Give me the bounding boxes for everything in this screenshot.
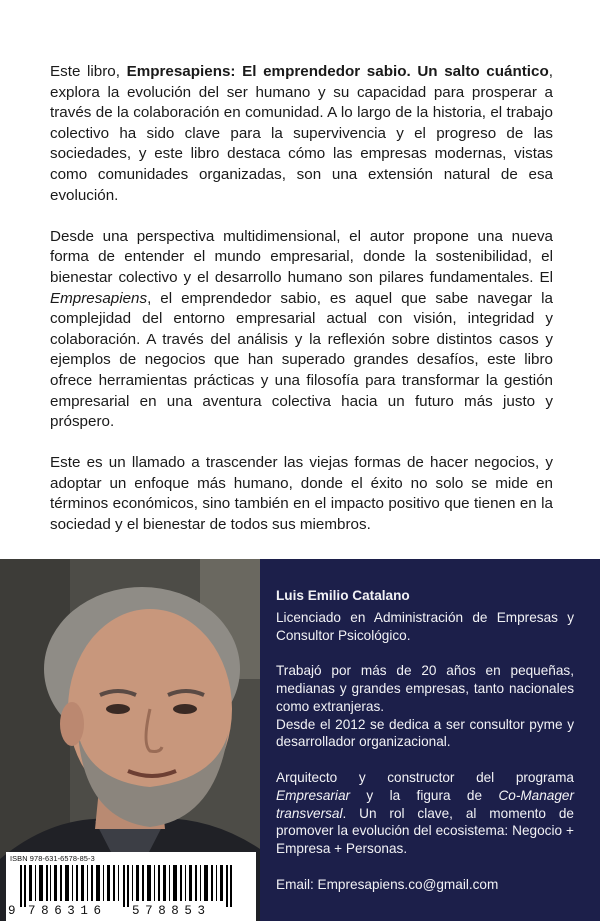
bio-text: y la figura de bbox=[350, 787, 499, 803]
empresapiens-term: Empresapiens bbox=[50, 289, 148, 307]
blurb-text: , explora la evolución del ser humano y su capacidad para prosperar a través de la colaboración en comunidad. A lo largo de la historia, el trabajo colectivo ha sido clave para la supervivencia y el progreso de las sociedades, y este libro destaca cómo las empresas modernas, vistas como comunidades organizadas, son una extensión natural de esa evolución. bbox=[50, 63, 553, 204]
bio-text: Arquitecto y constructor del programa bbox=[276, 769, 574, 785]
blurb-text: , el emprendedor sabio, es aquel que sabe navegar la complejidad del entorno empresarial actual con visión, integridad y colaboración. A través del análisis y la reflexión sobre distintos casos y ejemplos de negocios que han superado grandes desafíos, este libro ofrece herramientas prácticas y una filosofía para transformar la gestión empresarial en una aventura colectiva hacia un futuro más justo y próspero. bbox=[50, 289, 553, 431]
author-since: Desde el 2012 se dedica a ser consultor pyme y desarrollador organizacional. bbox=[276, 716, 574, 750]
author-credentials: Licenciado en Administración de Empresas y Consultor Psicológico. bbox=[276, 609, 574, 643]
blurb-paragraph-3: Este es un llamado a trascender las viejas formas de hacer negocios, y adoptar un enfoque más humano, donde el éxito no solo se mide en términos económicos, sino también en el impacto positivo que tienen en la sociedad y el bienestar de todos sus miembros. bbox=[50, 454, 553, 534]
author-program bbox=[276, 769, 574, 858]
author-bio-panel bbox=[260, 559, 600, 921]
isbn-right-group: 578853 bbox=[132, 904, 211, 918]
isbn-lead-digit: 9 bbox=[8, 904, 16, 918]
blurb-text: Desde una perspectiva multidimensional, el autor propone una nueva forma de entender el mundo empresarial, donde la sostenibilidad, el bienestar colectivo y el desarrollo humano son pilares fundamentales. El bbox=[50, 227, 553, 286]
author-bio-text bbox=[276, 587, 574, 911]
barcode-bars bbox=[14, 865, 248, 907]
author-email: Email: Empresapiens.co@gmail.com bbox=[276, 876, 499, 892]
isbn-left-group: 786316 bbox=[28, 904, 107, 918]
isbn-barcode bbox=[6, 852, 256, 921]
blurb-paragraph-1 bbox=[50, 62, 553, 206]
bio-text: . Un rol clave, al momento de promover la evolución del ecosistema: Negocio + Empresa + Personas. bbox=[276, 805, 574, 857]
program-role: Co-Manager transversal bbox=[276, 787, 574, 821]
blurb-text: Este libro, bbox=[50, 63, 127, 80]
isbn-label: ISBN 978-631-6578-85-3 bbox=[10, 854, 95, 863]
blurb-paragraph-2 bbox=[50, 227, 553, 433]
book-title: Empresapiens: El emprendedor sabio. Un salto cuántico bbox=[126, 63, 549, 80]
program-name: Empresariar bbox=[276, 787, 351, 803]
author-name: Luis Emilio Catalano bbox=[276, 588, 410, 603]
author-experience: Trabajó por más de 20 años en pequeñas, medianas y grandes empresas, tanto nacionales como extranjeras. bbox=[276, 663, 574, 714]
back-cover-blurb bbox=[50, 62, 553, 556]
